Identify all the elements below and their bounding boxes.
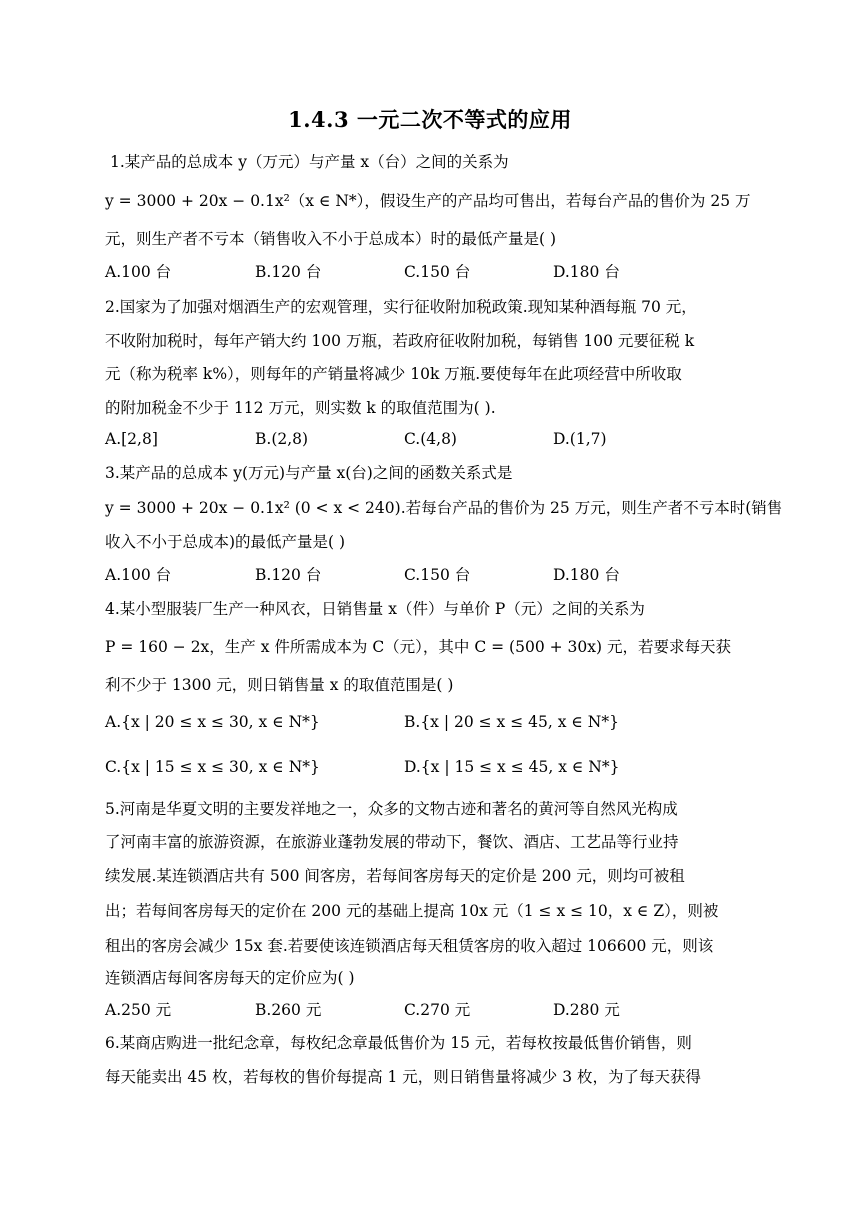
q3-option-a: A.100 台: [105, 566, 172, 584]
q5-line-5: 租出的客房会减少 15x 套.若要使该连锁酒店每天租赁客房的收入超过 106600 元，则该: [105, 937, 714, 955]
q3-line-3: 收入不小于总成本)的最低产量是( ): [105, 533, 346, 551]
q5-line-4: 出；若每间客房每天的定价在 200 元的基础上提高 10x 元（1 ≤ x ≤ 10，x ∈ Z），则被: [105, 902, 719, 920]
q2-line-4: 的附加税金不少于 112 万元，则实数 k 的取值范围为( ).: [105, 399, 496, 417]
q3-line-1: 3.某产品的总成本 y(万元)与产量 x(台)之间的函数关系式是: [105, 464, 513, 482]
q2-line-3: 元（称为税率 k%），则每年的产销量将减少 10k 万瓶.要使每年在此项经营中所收取: [105, 365, 682, 383]
q5-option-b: B.260 元: [255, 1001, 322, 1019]
q3-line-2: y = 3000 + 20x − 0.1x² (0 < x < 240).若每台产品的售价为 25 万元，则生产者不亏本时(销售: [105, 499, 783, 517]
q2-option-c: C.(4,8): [404, 430, 457, 448]
q1-line-3: 元，则生产者不亏本（销售收入不小于总成本）时的最低产量是( ): [105, 230, 557, 248]
q1-line-2: y = 3000 + 20x − 0.1x²（x ∈ N*），假设生产的产品均可售出，若每台产品的售价为 25 万: [105, 192, 751, 210]
q2-line-1: 2.国家为了加强对烟酒生产的宏观管理，实行征收附加税政策.现知某种酒每瓶 70 元，: [105, 298, 697, 316]
q2-option-b: B.(2,8): [255, 430, 309, 448]
q1-option-d: D.180 台: [553, 263, 620, 281]
q1-option-c: C.150 台: [404, 263, 471, 281]
q4-option-c: C.{x | 15 ≤ x ≤ 30, x ∈ N*}: [105, 758, 320, 776]
q3-option-c: C.150 台: [404, 566, 471, 584]
q5-line-2: 了河南丰富的旅游资源，在旅游业蓬勃发展的带动下，餐饮、酒店、工艺品等行业持: [105, 833, 679, 851]
q5-line-3: 续发展.某连锁酒店共有 500 间客房，若每间客房每天的定价是 200 元，则均可被租: [105, 867, 685, 885]
q5-option-a: A.250 元: [105, 1001, 172, 1019]
q4-option-d: D.{x | 15 ≤ x ≤ 45, x ∈ N*}: [404, 758, 620, 776]
q4-line-2: P = 160 − 2x，生产 x 件所需成本为 C（元），其中 C = (500 + 30x) 元，若要求每天获: [105, 638, 731, 656]
q5-line-1: 5.河南是华夏文明的主要发祥地之一，众多的文物古迹和著名的黄河等自然风光构成: [105, 800, 678, 818]
q5-option-d: D.280 元: [553, 1001, 620, 1019]
q1-option-a: A.100 台: [105, 263, 172, 281]
page-title: 1.4.3 一元二次不等式的应用: [288, 107, 572, 132]
q6-line-1: 6.某商店购进一批纪念章，每枚纪念章最低售价为 15 元，若每枚按最低售价销售，则: [105, 1034, 692, 1052]
q6-line-2: 每天能卖出 45 枚，若每枚的售价每提高 1 元，则日销售量将减少 3 枚，为了每天获得: [105, 1068, 702, 1086]
q2-option-d: D.(1,7): [553, 430, 607, 448]
q1-option-b: B.120 台: [255, 263, 322, 281]
q5-line-6: 连锁酒店每间客房每天的定价应为( ): [105, 969, 355, 987]
q5-option-c: C.270 元: [404, 1001, 471, 1019]
q1-line-1: 1.某产品的总成本 y（万元）与产量 x（台）之间的关系为: [110, 153, 509, 171]
q3-option-b: B.120 台: [255, 566, 322, 584]
q3-option-d: D.180 台: [553, 566, 620, 584]
q4-option-a: A.{x | 20 ≤ x ≤ 30, x ∈ N*}: [105, 713, 320, 731]
q4-option-b: B.{x | 20 ≤ x ≤ 45, x ∈ N*}: [404, 713, 619, 731]
q4-line-1: 4.某小型服装厂生产一种风衣，日销售量 x（件）与单价 P（元）之间的关系为: [105, 600, 645, 618]
q4-line-3: 利不少于 1300 元，则日销售量 x 的取值范围是( ): [105, 676, 454, 694]
q2-line-2: 不收附加税时，每年产销大约 100 万瓶，若政府征收附加税，每销售 100 元要征税 k: [105, 332, 695, 350]
q2-option-a: A.[2,8]: [105, 430, 158, 448]
